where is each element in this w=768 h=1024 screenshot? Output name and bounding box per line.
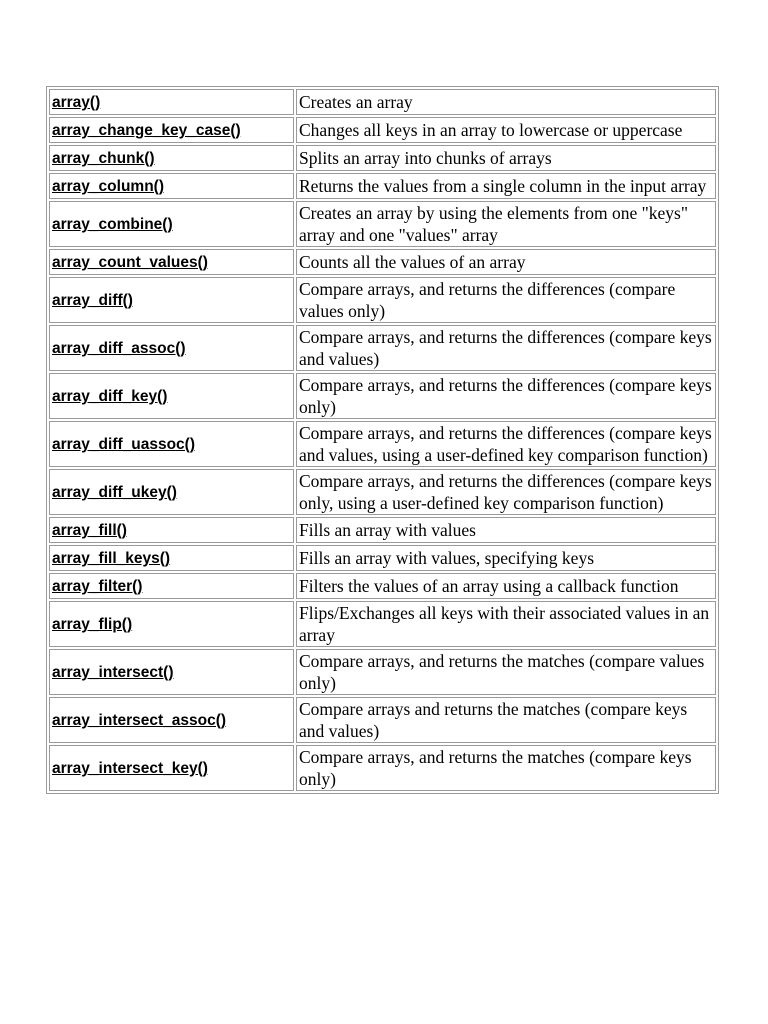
table-row	[49, 545, 716, 571]
function-link[interactable]: array_change_key_case()	[52, 122, 241, 139]
table-row	[49, 201, 716, 247]
function-name-cell	[49, 89, 294, 115]
function-description: Compare arrays, and returns the differences (compare values only)	[296, 277, 716, 323]
function-link[interactable]: array_filter()	[52, 578, 143, 595]
table-row	[49, 277, 716, 323]
function-link[interactable]: array_combine()	[52, 216, 173, 233]
function-link[interactable]: array_diff_ukey()	[52, 484, 177, 501]
function-name-cell	[49, 745, 294, 791]
function-description: Creates an array	[296, 89, 716, 115]
table-row	[49, 649, 716, 695]
table-row	[49, 249, 716, 275]
function-description: Compare arrays and returns the matches (compare keys and values)	[296, 697, 716, 743]
function-description: Fills an array with values	[296, 517, 716, 543]
function-link[interactable]: array_diff_assoc()	[52, 340, 186, 357]
function-description: Compare arrays, and returns the differences (compare keys only, using a user-defined key comparison function)	[296, 469, 716, 515]
table-row	[49, 89, 716, 115]
function-description: Creates an array by using the elements from one "keys" array and one "values" array	[296, 201, 716, 247]
function-description: Compare arrays, and returns the differences (compare keys only)	[296, 373, 716, 419]
function-link[interactable]: array_diff()	[52, 292, 133, 309]
function-description: Flips/Exchanges all keys with their associated values in an array	[296, 601, 716, 647]
function-name-cell	[49, 601, 294, 647]
function-link[interactable]: array_fill()	[52, 522, 127, 539]
table-row	[49, 421, 716, 467]
function-name-cell	[49, 517, 294, 543]
function-name-cell	[49, 545, 294, 571]
function-description: Compare arrays, and returns the differences (compare keys and values)	[296, 325, 716, 371]
function-link[interactable]: array()	[52, 94, 101, 111]
function-description: Splits an array into chunks of arrays	[296, 145, 716, 171]
function-name-cell	[49, 201, 294, 247]
function-link[interactable]: array_intersect_key()	[52, 760, 208, 777]
function-name-cell	[49, 373, 294, 419]
function-link[interactable]: array_intersect_assoc()	[52, 712, 227, 729]
function-reference-table	[46, 86, 719, 794]
table-row	[49, 573, 716, 599]
function-link[interactable]: array_count_values()	[52, 254, 208, 271]
table-row	[49, 601, 716, 647]
function-description: Filters the values of an array using a callback function	[296, 573, 716, 599]
function-name-cell	[49, 173, 294, 199]
table-row	[49, 325, 716, 371]
table-row	[49, 173, 716, 199]
function-name-cell	[49, 325, 294, 371]
function-description: Fills an array with values, specifying keys	[296, 545, 716, 571]
function-link[interactable]: array_diff_key()	[52, 388, 168, 405]
function-link[interactable]: array_flip()	[52, 616, 133, 633]
function-name-cell	[49, 277, 294, 323]
function-description: Compare arrays, and returns the matches (compare values only)	[296, 649, 716, 695]
function-name-cell	[49, 421, 294, 467]
table-row	[49, 517, 716, 543]
function-description: Returns the values from a single column in the input array	[296, 173, 716, 199]
table-row	[49, 745, 716, 791]
function-link[interactable]: array_chunk()	[52, 150, 155, 167]
function-name-cell	[49, 649, 294, 695]
table-row	[49, 469, 716, 515]
function-name-cell	[49, 697, 294, 743]
function-name-cell	[49, 469, 294, 515]
function-link[interactable]: array_fill_keys()	[52, 550, 171, 567]
function-link[interactable]: array_column()	[52, 178, 164, 195]
function-description: Counts all the values of an array	[296, 249, 716, 275]
function-description: Compare arrays, and returns the differences (compare keys and values, using a user-defined key comparison function)	[296, 421, 716, 467]
table-row	[49, 145, 716, 171]
function-link[interactable]: array_intersect()	[52, 664, 174, 681]
function-description: Compare arrays, and returns the matches (compare keys only)	[296, 745, 716, 791]
function-name-cell	[49, 117, 294, 143]
function-name-cell	[49, 145, 294, 171]
function-name-cell	[49, 249, 294, 275]
table-row	[49, 117, 716, 143]
table-row	[49, 373, 716, 419]
function-description: Changes all keys in an array to lowercase or uppercase	[296, 117, 716, 143]
function-link[interactable]: array_diff_uassoc()	[52, 436, 196, 453]
table-row	[49, 697, 716, 743]
function-name-cell	[49, 573, 294, 599]
